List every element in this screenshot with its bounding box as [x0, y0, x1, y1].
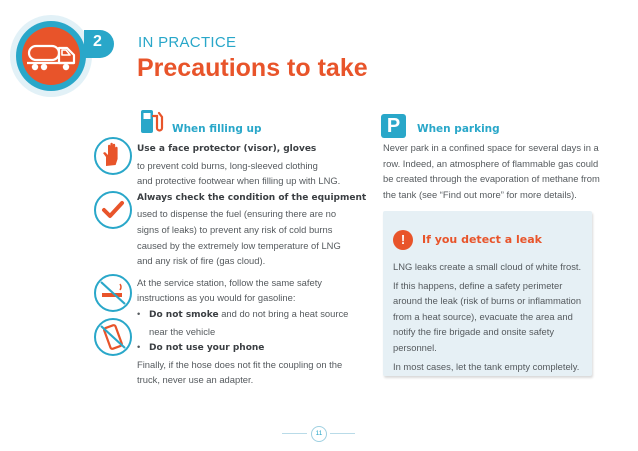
no-phone-icon — [93, 317, 133, 357]
page-rule-right — [330, 433, 355, 434]
p3-line1: At the service station, follow the same safety — [137, 276, 322, 288]
warning-icon: ! — [393, 230, 413, 250]
bullet1-line2: near the vehicle — [149, 325, 216, 337]
p1-line2: to prevent cold burns, long-sleeved clothing — [137, 159, 318, 171]
p4-line2: truck, never use an adapter. — [137, 374, 254, 386]
bullet-no-smoke: • Do not smoke and do not bring a heat source — [137, 307, 349, 320]
leak-line7: In most cases, let the tank empty completely. — [393, 360, 580, 372]
p3-line2: instructions as you would for gasoline: — [137, 292, 296, 304]
p2-line4: caused by the extremely low temperature of LNG — [137, 239, 341, 251]
leak-heading: If you detect a leak — [422, 233, 542, 246]
chapter-number: 2 — [93, 33, 102, 50]
parking-heading: When parking — [417, 123, 500, 135]
leak-line1: LNG leaks create a small cloud of white frost. — [393, 261, 582, 272]
bullet2-bold: Do not use your phone — [149, 343, 265, 354]
leak-line3: around the leak (risk of burns or inflammation — [393, 295, 582, 307]
parking-line2: row. Indeed, an atmosphere of flammable gas could — [383, 157, 599, 169]
filling-text — [137, 140, 372, 388]
leak-line4: from a heat source), evacuate the area and — [393, 310, 573, 322]
check-icon — [93, 190, 133, 230]
parking-line3: be created through the evaporation of methane from — [383, 173, 600, 185]
parking-line4: the tank (see “Find out more” for more details). — [383, 188, 577, 200]
fuel-pump-icon — [137, 107, 167, 137]
page-title: Precautions to take — [137, 54, 368, 82]
filling-heading: When filling up — [172, 123, 262, 135]
bullet1-rest: and do not bring a heat source — [218, 307, 349, 319]
leak-line5: notify the fire brigade and onsite safety — [393, 326, 555, 338]
p2-bold: Always check the condition of the equipment — [137, 192, 367, 203]
bullet-no-phone: • Do not use your phone — [137, 341, 265, 354]
no-smoking-icon — [93, 273, 133, 313]
page-number: 11 — [311, 426, 327, 442]
leak-text — [393, 259, 593, 374]
parking-text — [383, 140, 623, 202]
gloves-icon — [93, 136, 133, 176]
parking-line1: Never park in a confined space for several days in a — [383, 142, 599, 153]
p2-line5: and any risk of fire (gas cloud). — [137, 255, 266, 267]
parking-icon: P — [381, 114, 406, 138]
section-label: IN PRACTICE — [138, 34, 237, 51]
leak-line2: If this happens, define a safety perimeter — [393, 279, 563, 291]
bullet1-bold: Do not smoke — [149, 309, 219, 320]
page-rule-left — [282, 433, 307, 434]
p4-line1: Finally, if the hose does not fit the coupling on the — [137, 358, 343, 370]
leak-line6: personnel. — [393, 341, 437, 353]
p1-line3: and protective footwear when filling up with LNG. — [137, 175, 341, 187]
p2-line3: signs of leaks) to prevent any risk of cold burns — [137, 223, 333, 235]
chapter-badge — [8, 12, 126, 100]
p1-bold: Use a face protector (visor), gloves — [137, 144, 317, 154]
p2-line2: used to dispense the fuel (ensuring there are no — [137, 208, 337, 220]
